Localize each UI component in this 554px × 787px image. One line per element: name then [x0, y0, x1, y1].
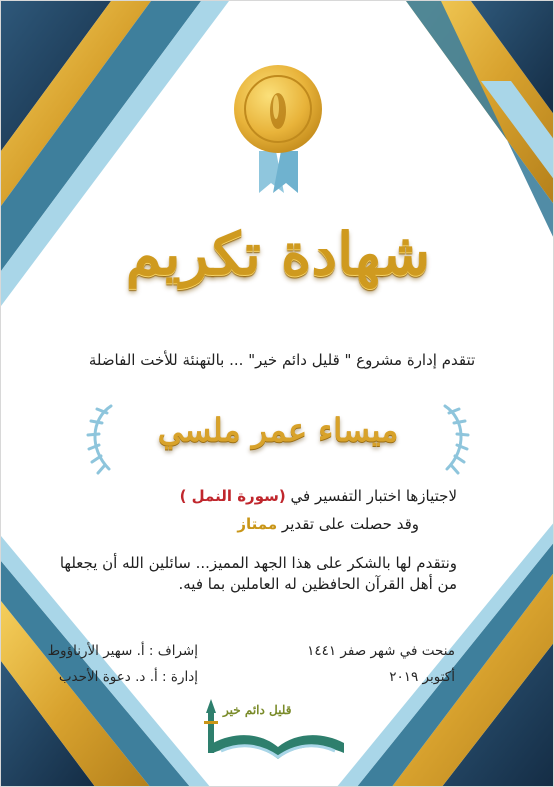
supervision-text: إشراف : أ. سهير الأرناؤوط: [47, 643, 198, 659]
logo-text: قليل دائم خير: [223, 703, 292, 717]
thanks-line-2: من أهل القرآن الحافظين له العاملين بما فيه.: [178, 575, 457, 593]
thanks-line-1: ونتقدم لها بالشكر على هذا الجهد المميز... سائلين الله أن يجعلها: [59, 554, 457, 572]
intro-text: تتقدم إدارة مشروع " قليل دائم خير" ... بالتهنئة للأخت الفاضلة: [88, 351, 476, 369]
grade-value: ممتاز: [237, 515, 278, 533]
medal-icon: [234, 65, 322, 193]
certificate-title: شهادة تكريم: [125, 220, 431, 288]
exam-text: لاجتيازها اختبار التفسير في: [290, 487, 457, 505]
granted-date-hijri: منحت في شهر صفر ١٤٤١: [307, 643, 455, 659]
granted-date-gregorian: أكتوبر ٢٠١٩: [389, 669, 455, 685]
exam-line: [180, 487, 457, 505]
recipient-name: ميساء عمر ملسي: [157, 411, 399, 449]
grade-text: وقد حصلت على تقدير: [281, 515, 419, 533]
grade-line: [237, 515, 419, 533]
surah-name: (سورة النمل ): [179, 487, 286, 505]
administration-text: إدارة : أ. د. دعوة الأحدب: [58, 669, 198, 685]
